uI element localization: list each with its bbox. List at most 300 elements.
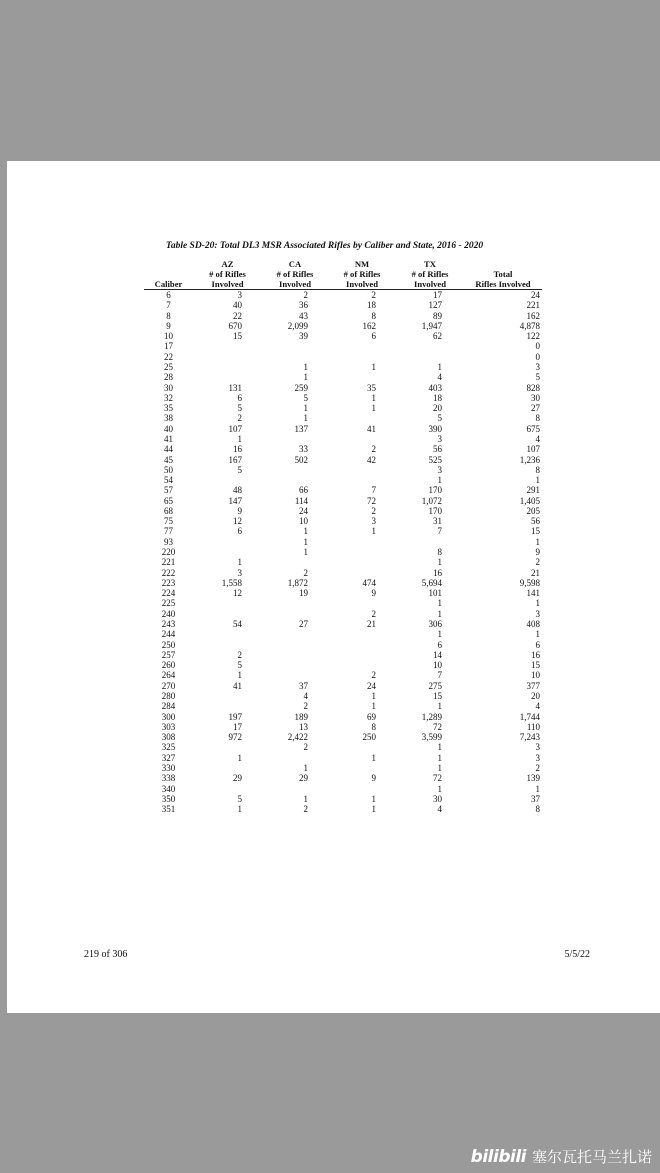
page-number: 219 of 306	[84, 949, 128, 960]
value-cell: 275	[428, 680, 442, 691]
table-row	[144, 773, 542, 783]
value-cell: 1	[303, 526, 308, 537]
value-cell	[328, 763, 396, 773]
value-cell: 4	[535, 701, 540, 712]
value-cell: 2	[371, 505, 376, 516]
value-cell: 2	[371, 670, 376, 681]
value-cell: 42	[367, 454, 376, 465]
value-cell: 1,405	[519, 495, 540, 506]
header-cell: # of Rifles	[209, 269, 246, 279]
value-cell: 27	[531, 403, 540, 414]
value-cell: 1,072	[421, 495, 442, 506]
value-cell: 9	[237, 505, 242, 516]
value-cell	[328, 568, 396, 578]
value-cell: 16	[233, 444, 242, 455]
header-cell: # of Rifles	[343, 269, 381, 279]
value-cell	[396, 341, 464, 351]
header-caliber: Caliber	[144, 279, 193, 290]
caliber-cell: 38	[164, 413, 173, 424]
table-row	[144, 629, 542, 639]
value-cell: 1	[437, 608, 442, 619]
value-cell: 24	[531, 290, 540, 300]
caliber-cell: 221	[161, 557, 176, 568]
table-row	[144, 362, 542, 372]
value-cell: 1	[237, 804, 242, 815]
value-cell	[193, 372, 262, 382]
value-cell: 54	[233, 619, 242, 629]
value-cell: 66	[299, 485, 308, 496]
caliber-cell: 30	[164, 382, 173, 393]
value-cell: 5	[237, 464, 242, 475]
value-cell	[396, 537, 464, 547]
value-cell: 24	[367, 680, 376, 691]
value-cell: 2	[371, 290, 376, 300]
value-cell: 1	[535, 475, 540, 486]
value-cell: 4	[535, 433, 540, 444]
value-cell: 2,422	[287, 732, 308, 743]
value-cell: 408	[526, 619, 540, 629]
value-cell: 72	[433, 721, 442, 732]
value-cell	[328, 660, 396, 670]
caliber-cell: 54	[164, 475, 173, 486]
value-cell	[193, 362, 262, 372]
value-cell: 250	[362, 732, 376, 743]
value-cell: 13	[299, 721, 308, 732]
value-cell: 8	[371, 310, 376, 321]
value-cell: 1	[535, 783, 540, 794]
value-cell: 3	[535, 752, 540, 763]
caliber-table	[144, 259, 542, 814]
table-row	[144, 763, 542, 773]
value-cell: 3	[237, 290, 242, 300]
value-cell: 670	[228, 320, 242, 331]
value-cell	[193, 352, 262, 362]
value-cell: 1	[371, 752, 376, 763]
value-cell: 48	[233, 485, 242, 496]
value-cell: 69	[367, 711, 376, 722]
value-cell: 1	[437, 701, 442, 712]
table-row	[144, 598, 542, 608]
value-cell	[193, 742, 262, 752]
table-row	[144, 681, 542, 691]
value-cell: 8	[437, 547, 442, 558]
value-cell	[328, 537, 396, 547]
table-row	[144, 475, 542, 485]
table-row	[144, 742, 542, 752]
value-cell: 306	[428, 619, 442, 629]
value-cell: 6	[371, 331, 376, 342]
value-cell	[328, 640, 396, 650]
value-cell	[262, 650, 328, 660]
table-row	[144, 434, 542, 444]
value-cell: 259	[294, 382, 308, 393]
value-cell: 21	[531, 567, 540, 578]
value-cell: 110	[526, 721, 540, 732]
value-cell: 10	[433, 660, 442, 671]
value-cell: 141	[526, 588, 540, 599]
caliber-cell: 257	[161, 649, 176, 660]
value-cell: 167	[228, 454, 242, 465]
value-cell: 2	[237, 413, 242, 424]
value-cell: 1	[303, 372, 308, 383]
value-cell: 33	[299, 444, 308, 455]
value-cell: 17	[233, 721, 242, 732]
value-cell: 6	[237, 526, 242, 537]
value-cell: 39	[299, 331, 308, 342]
value-cell: 2,099	[287, 320, 308, 331]
header-cell: TX	[424, 259, 436, 269]
value-cell: 31	[433, 516, 442, 527]
caliber-cell: 65	[164, 495, 173, 506]
table-row	[144, 609, 542, 619]
value-cell: 1	[303, 762, 308, 773]
header-total: Rifles Involved	[464, 279, 542, 290]
value-cell: 6	[237, 392, 242, 403]
caliber-cell: 240	[161, 608, 176, 619]
document-date: 5/5/22	[564, 949, 590, 960]
caliber-cell: 220	[161, 547, 176, 558]
value-cell: 18	[367, 300, 376, 311]
value-cell: 1	[303, 403, 308, 414]
table-row	[144, 557, 542, 567]
value-cell: 502	[294, 454, 308, 465]
value-cell	[193, 341, 262, 351]
caliber-cell: 45	[164, 454, 173, 465]
value-cell: 56	[531, 516, 540, 527]
caliber-cell: 44	[164, 444, 173, 455]
value-cell: 4	[303, 690, 308, 701]
table-row	[144, 526, 542, 536]
value-cell: 3	[535, 608, 540, 619]
value-cell: 221	[526, 300, 540, 311]
caliber-cell: 308	[161, 732, 176, 743]
value-cell: 17	[433, 290, 442, 300]
value-cell: 2	[303, 567, 308, 578]
value-cell: 29	[299, 773, 308, 784]
value-cell	[262, 465, 328, 475]
header-cell	[144, 269, 193, 279]
value-cell: 9	[371, 588, 376, 599]
value-cell: 41	[233, 680, 242, 691]
value-cell	[328, 650, 396, 660]
header-cell: Involved	[328, 279, 396, 290]
value-cell: 89	[433, 310, 442, 321]
caliber-cell: 338	[161, 773, 176, 784]
value-cell: 1	[371, 690, 376, 701]
value-cell: 170	[428, 485, 442, 496]
table-row	[144, 578, 542, 588]
value-cell: 56	[433, 444, 442, 455]
caliber-cell: 250	[161, 639, 176, 650]
value-cell: 2	[371, 444, 376, 455]
value-cell: 7	[437, 670, 442, 681]
value-cell: 15	[233, 331, 242, 342]
table-row	[144, 341, 542, 351]
value-cell: 162	[526, 310, 540, 321]
value-cell: 291	[526, 485, 540, 496]
table-row	[144, 753, 542, 763]
value-cell: 37	[299, 680, 308, 691]
caliber-cell: 351	[161, 804, 176, 815]
value-cell: 10	[531, 670, 540, 681]
value-cell: 1	[371, 804, 376, 815]
value-cell: 1	[303, 413, 308, 424]
value-cell: 189	[294, 711, 308, 722]
caliber-cell: 9	[166, 320, 171, 331]
table-row	[144, 712, 542, 722]
table-row	[144, 670, 542, 680]
caliber-cell: 222	[161, 567, 176, 578]
value-cell: 197	[228, 711, 242, 722]
value-cell: 137	[294, 423, 308, 434]
value-cell: 2	[303, 290, 308, 300]
value-cell	[193, 609, 262, 619]
value-cell: 2	[535, 762, 540, 773]
header-row-states	[144, 259, 542, 269]
value-cell	[262, 670, 328, 680]
table-row	[144, 722, 542, 732]
value-cell: 3	[437, 464, 442, 475]
value-cell	[262, 557, 328, 567]
table-row	[144, 732, 542, 742]
caliber-cell: 330	[161, 762, 176, 773]
value-cell: 72	[433, 773, 442, 784]
value-cell: 162	[362, 320, 376, 331]
value-cell	[193, 547, 262, 557]
value-cell: 1	[535, 629, 540, 640]
caliber-cell: 223	[161, 577, 176, 588]
table-row	[144, 290, 542, 301]
value-cell	[328, 341, 396, 351]
value-cell: 1	[303, 793, 308, 804]
value-cell: 1	[303, 547, 308, 558]
table-row	[144, 660, 542, 670]
value-cell	[328, 465, 396, 475]
caliber-cell: 284	[161, 701, 176, 712]
value-cell	[328, 557, 396, 567]
value-cell: 114	[294, 495, 308, 506]
table-row	[144, 393, 542, 403]
value-cell: 675	[526, 423, 540, 434]
table-row	[144, 784, 542, 794]
value-cell: 5	[437, 413, 442, 424]
value-cell	[262, 629, 328, 639]
caliber-cell: 244	[161, 629, 176, 640]
value-cell: 1,744	[519, 711, 540, 722]
table-row	[144, 506, 542, 516]
value-cell	[193, 784, 262, 794]
value-cell: 8	[535, 413, 540, 424]
value-cell	[262, 475, 328, 485]
value-cell: 43	[299, 310, 308, 321]
caliber-cell: 41	[164, 433, 173, 444]
value-cell: 101	[428, 588, 442, 599]
caliber-cell: 225	[161, 598, 176, 609]
value-cell: 0	[535, 341, 540, 352]
value-cell: 390	[428, 423, 442, 434]
bilibili-logo: bilibili	[470, 1147, 526, 1167]
table-row	[144, 619, 542, 629]
header-cell: NM	[354, 259, 370, 269]
caliber-cell: 224	[161, 588, 176, 599]
value-cell	[396, 352, 464, 362]
caliber-cell: 270	[161, 680, 176, 691]
value-cell: 1	[237, 670, 242, 681]
value-cell: 3,599	[421, 732, 442, 743]
value-cell: 1	[437, 557, 442, 568]
value-cell: 20	[531, 690, 540, 701]
table-row	[144, 331, 542, 341]
value-cell: 1	[303, 361, 308, 372]
value-cell: 4,878	[519, 320, 540, 331]
caliber-cell: 260	[161, 660, 176, 671]
value-cell	[328, 475, 396, 485]
value-cell: 8	[535, 464, 540, 475]
table-title: Table SD-20: Total DL3 MSR Associated Rifles by Caliber and State, 2016 - 2020	[165, 241, 484, 251]
value-cell: 72	[367, 495, 376, 506]
header-cell: Involved	[262, 279, 328, 290]
value-cell: 1	[237, 752, 242, 763]
value-cell	[328, 434, 396, 444]
value-cell	[193, 598, 262, 608]
header-cell: # of Rifles	[411, 269, 449, 279]
value-cell: 5	[237, 793, 242, 804]
value-cell: 3	[371, 516, 376, 527]
value-cell	[262, 753, 328, 763]
value-cell: 3	[535, 742, 540, 753]
value-cell: 205	[526, 505, 540, 516]
value-cell: 10	[299, 516, 308, 527]
value-cell: 972	[228, 732, 242, 743]
watermark-channel: 塞尔瓦托马兰扎诺	[531, 1148, 652, 1166]
caliber-cell: 303	[161, 721, 176, 732]
value-cell: 1	[303, 536, 308, 547]
table-row	[144, 496, 542, 506]
value-cell: 1	[437, 783, 442, 794]
value-cell: 3	[237, 567, 242, 578]
value-cell: 1	[535, 536, 540, 547]
table-row	[144, 383, 542, 393]
value-cell: 7,243	[519, 732, 540, 743]
caliber-cell: 264	[161, 670, 176, 681]
value-cell	[262, 609, 328, 619]
value-cell: 1	[437, 762, 442, 773]
header-cell: CA	[288, 259, 302, 269]
table-row	[144, 465, 542, 475]
header-cell: Total	[493, 269, 513, 279]
value-cell: 14	[433, 649, 442, 660]
value-cell: 40	[233, 300, 242, 311]
value-cell: 36	[299, 300, 308, 311]
value-cell: 131	[228, 382, 242, 393]
value-cell	[193, 475, 262, 485]
value-cell	[262, 660, 328, 670]
table-row	[144, 804, 542, 814]
value-cell: 8	[535, 804, 540, 815]
table-row	[144, 403, 542, 413]
header-cell: AZ	[221, 259, 234, 269]
caliber-cell: 340	[161, 783, 176, 794]
caliber-cell: 10	[164, 331, 173, 342]
value-cell	[328, 784, 396, 794]
caliber-cell: 6	[166, 290, 171, 300]
caliber-cell: 75	[164, 516, 173, 527]
table-row	[144, 311, 542, 321]
value-cell	[328, 629, 396, 639]
value-cell: 5,694	[421, 577, 442, 588]
value-cell: 3	[535, 361, 540, 372]
table-body	[144, 290, 542, 815]
table-row	[144, 424, 542, 434]
caliber-cell: 22	[164, 351, 173, 362]
value-cell: 1,236	[519, 454, 540, 465]
value-cell: 62	[433, 331, 442, 342]
value-cell: 147	[228, 495, 242, 506]
header-row-involved	[144, 279, 542, 290]
value-cell: 828	[526, 382, 540, 393]
caliber-cell: 68	[164, 505, 173, 516]
value-cell	[193, 537, 262, 547]
caliber-cell: 25	[164, 361, 173, 372]
value-cell	[262, 341, 328, 351]
value-cell: 3	[437, 433, 442, 444]
value-cell	[193, 629, 262, 639]
value-cell: 16	[531, 649, 540, 660]
value-cell: 2	[303, 701, 308, 712]
caliber-cell: 40	[164, 423, 173, 434]
value-cell: 1,558	[221, 577, 242, 588]
value-cell: 5	[237, 403, 242, 414]
value-cell	[193, 691, 262, 701]
value-cell: 1	[371, 526, 376, 537]
table-row	[144, 300, 542, 310]
value-cell: 1	[535, 598, 540, 609]
table-row	[144, 455, 542, 465]
value-cell	[262, 784, 328, 794]
value-cell: 15	[531, 526, 540, 537]
value-cell: 1	[237, 433, 242, 444]
caliber-cell: 93	[164, 536, 173, 547]
value-cell: 1,289	[421, 711, 442, 722]
value-cell: 15	[433, 690, 442, 701]
value-cell: 377	[526, 680, 540, 691]
value-cell: 6	[535, 639, 540, 650]
value-cell: 1	[371, 793, 376, 804]
table-row	[144, 588, 542, 598]
value-cell: 127	[428, 300, 442, 311]
value-cell: 122	[526, 331, 540, 342]
value-cell: 0	[535, 351, 540, 362]
header-cell	[464, 259, 542, 269]
caliber-cell: 32	[164, 392, 173, 403]
value-cell: 5	[237, 660, 242, 671]
table-row	[144, 650, 542, 660]
value-cell: 107	[228, 423, 242, 434]
caliber-cell: 28	[164, 372, 173, 383]
value-cell	[262, 434, 328, 444]
header-row-rifles	[144, 269, 542, 279]
table-row	[144, 547, 542, 557]
table-row	[144, 352, 542, 362]
caliber-cell: 280	[161, 690, 176, 701]
value-cell: 9	[535, 547, 540, 558]
value-cell: 139	[526, 773, 540, 784]
value-cell	[328, 598, 396, 608]
table-row	[144, 372, 542, 382]
caliber-cell: 325	[161, 742, 176, 753]
value-cell	[262, 352, 328, 362]
value-cell: 41	[367, 423, 376, 434]
